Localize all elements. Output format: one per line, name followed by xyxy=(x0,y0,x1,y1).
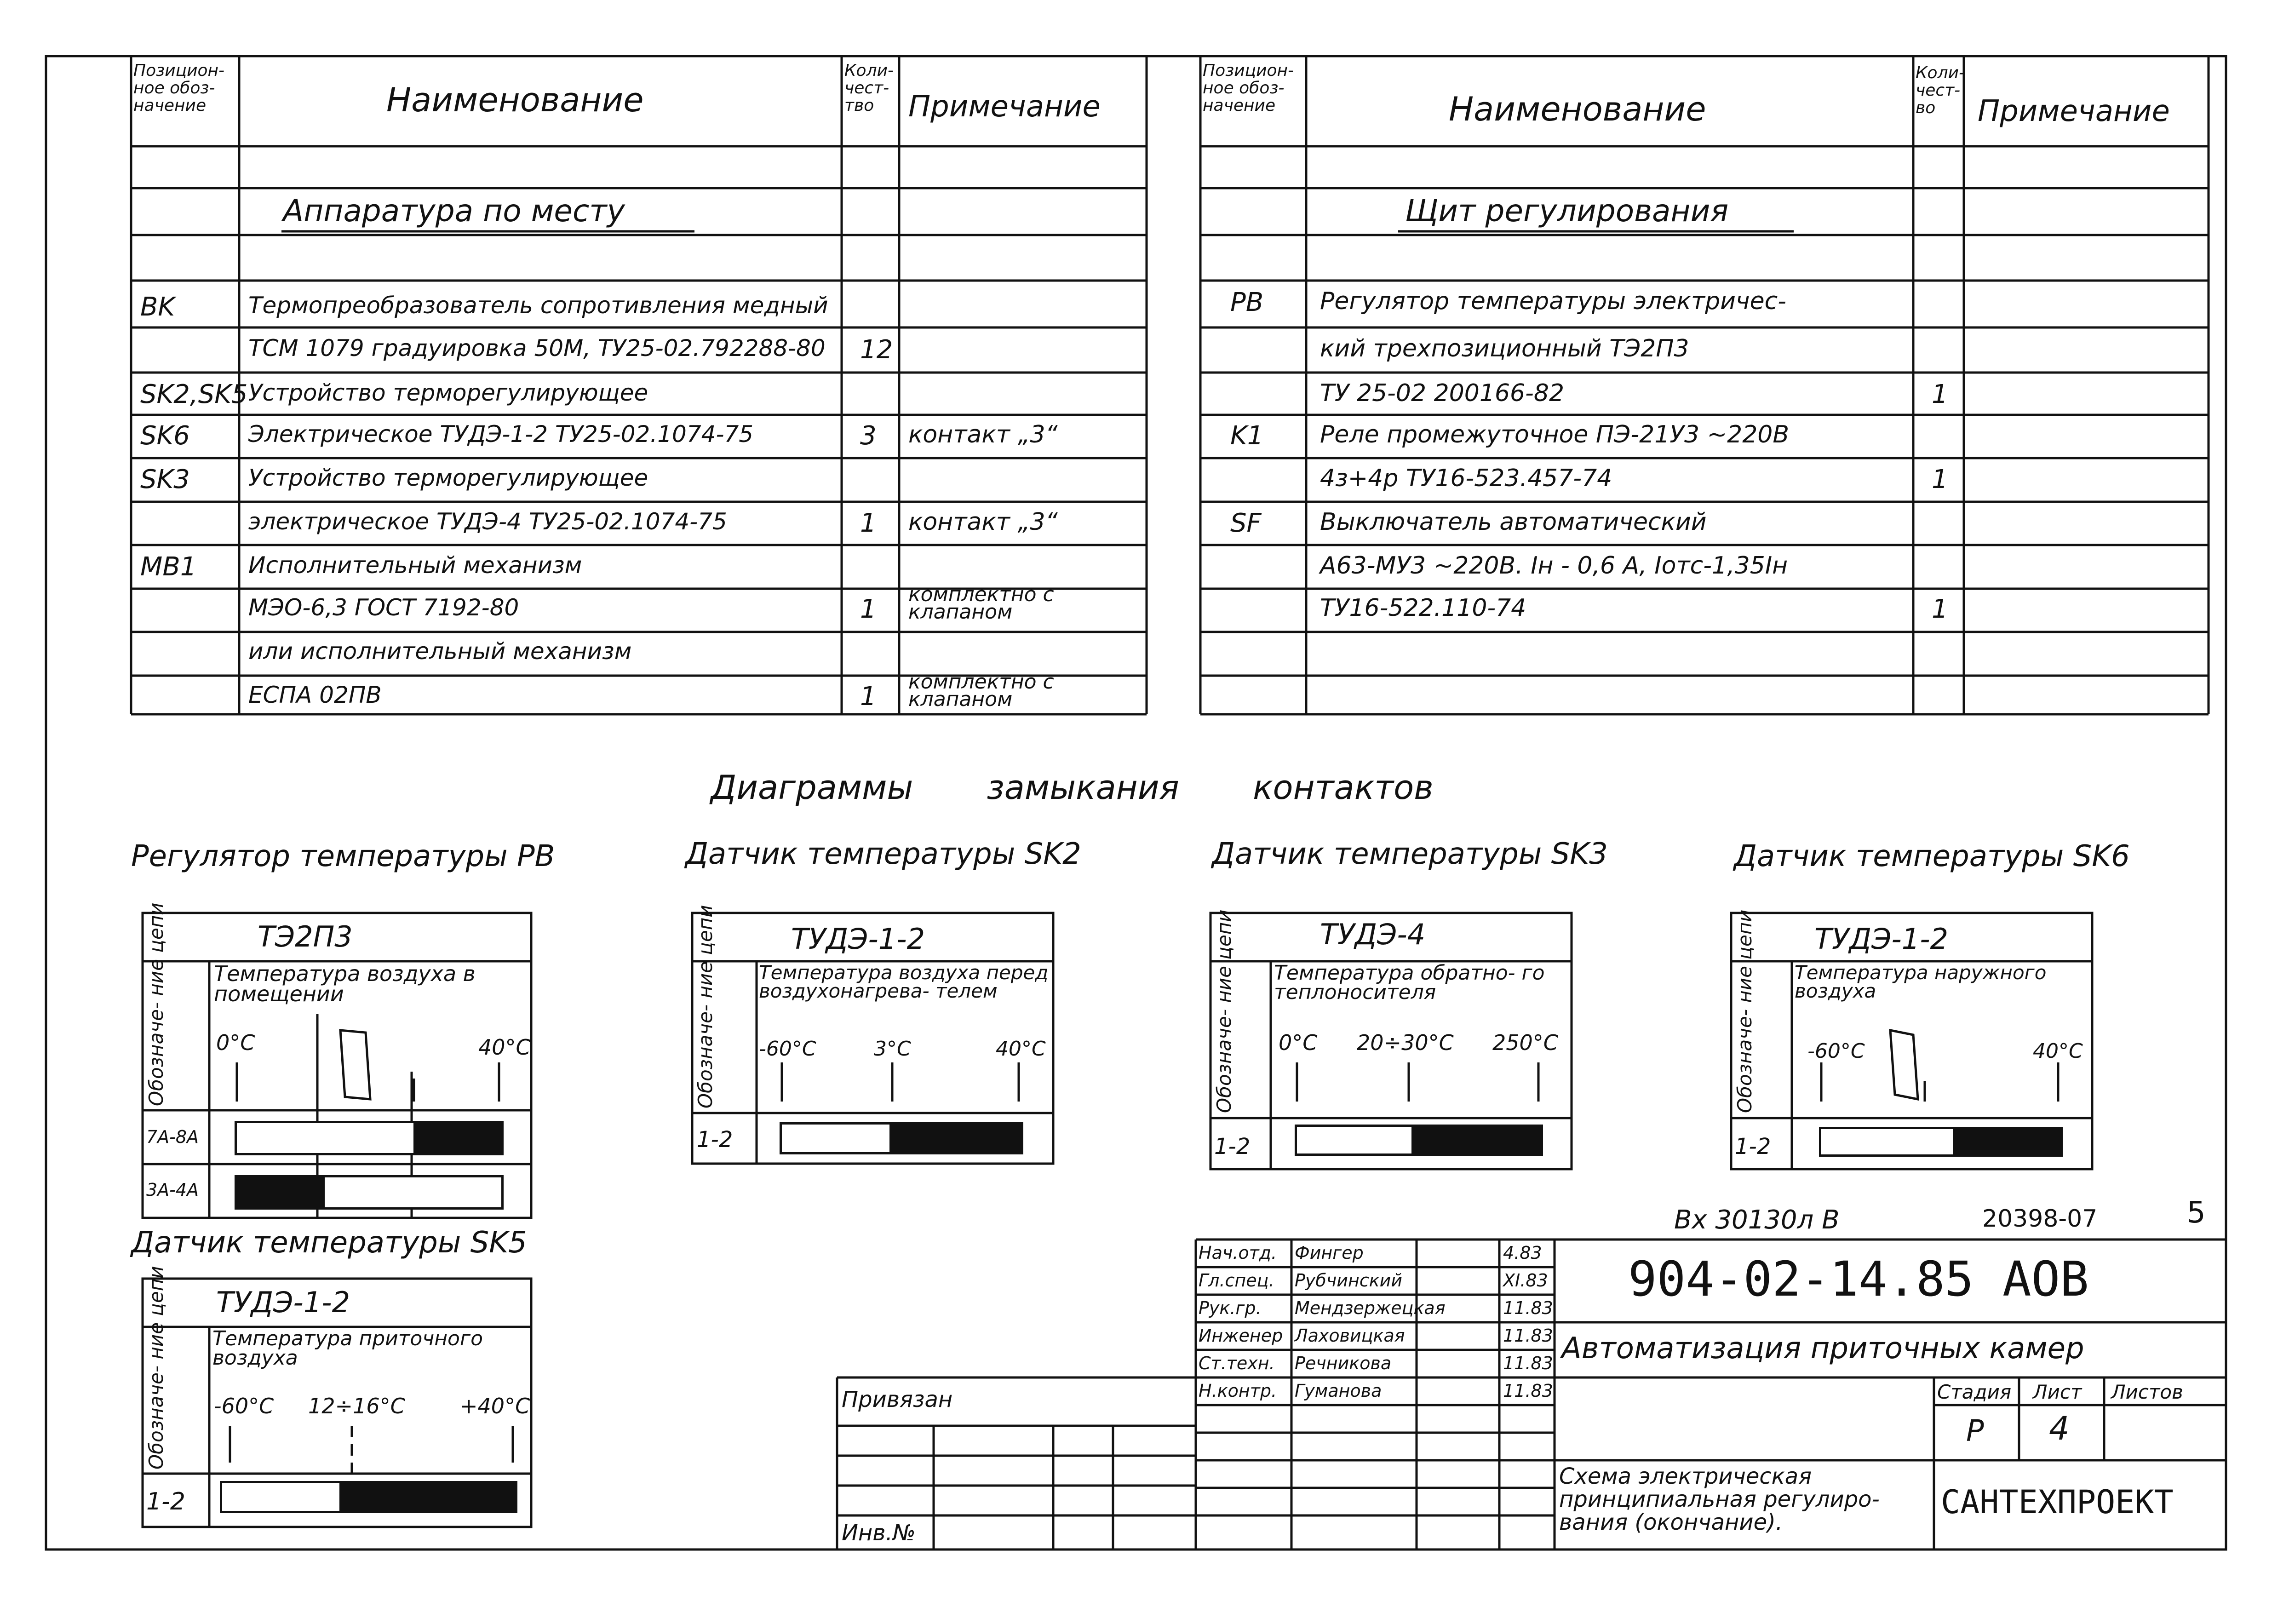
right-row-name-7: ТУ16-522.110-74 xyxy=(1320,594,1526,622)
diagram-sk5-tick-2: +40°C xyxy=(460,1394,530,1418)
diagram-pb-tick-1: 40°C xyxy=(478,1035,531,1060)
left-row-name-1: ТСМ 1079 градуировка 50М, ТУ25-02.792288-80 xyxy=(248,335,826,362)
inventory-note: Вх 30130л В xyxy=(1674,1205,1840,1235)
diagram-sk5-device: ТУДЭ-1-2 xyxy=(216,1285,350,1319)
sheet-label: Лист xyxy=(2033,1381,2082,1403)
diagram-caption-sk2: Датчик температуры SK2 xyxy=(685,837,1081,871)
diagram-sk2-bar xyxy=(780,1122,1023,1154)
left-section-title: Аппаратура по месту xyxy=(283,193,625,229)
diagram-sk3-bar xyxy=(1295,1125,1543,1156)
left-row-pos-0: BK xyxy=(140,292,175,322)
diagram-sk2-circuit-label: Обозначе- ние цепи xyxy=(694,905,717,1108)
right-row-qty-2: 1 xyxy=(1932,379,1948,409)
signer-role-0: Нач.отд. xyxy=(1199,1243,1277,1263)
diagram-sk6-row-label: 1-2 xyxy=(1735,1134,1771,1159)
left-row-name-4: Устройство терморегулирующее xyxy=(248,465,648,491)
diagram-sk2-tick-1: 3°C xyxy=(874,1037,911,1061)
left-row-note-3: контакт „3“ xyxy=(908,421,1058,448)
right-row-pos-3: K1 xyxy=(1230,421,1264,451)
left-row-qty-1: 12 xyxy=(860,335,893,365)
signer-name-2: Мендзержецкая xyxy=(1295,1298,1446,1318)
left-row-note-7: комплектно с клапаном xyxy=(908,583,1054,624)
diagram-sk5-param: Температура приточного воздуха xyxy=(212,1327,483,1370)
diagram-sk6-tick-1: 40°C xyxy=(2033,1039,2083,1063)
right-row-name-4: 4з+4р ТУ16-523.457-74 xyxy=(1320,465,1612,492)
left-row-qty-3: 3 xyxy=(860,421,877,451)
diagram-sk3-circuit-label: Обозначе- ние цепи xyxy=(1213,909,1235,1113)
signer-date-3: 11.83 xyxy=(1503,1326,1553,1346)
diagram-sk2-tick-2: 40°C xyxy=(996,1037,1046,1061)
diagram-pb-row-label-0: 7А-8А xyxy=(146,1127,199,1147)
document-code: 904-02-14.85 АОВ xyxy=(1628,1251,2089,1307)
left-row-pos-2: SK2,SK5 xyxy=(140,379,248,409)
right-section-title: Щит регулирования xyxy=(1405,193,1729,229)
sheet-title: Схема электрическая принципиальная регулиро- вания (окончание). xyxy=(1559,1463,1880,1535)
diagram-sk2-bar-fill xyxy=(889,1125,1021,1152)
diagram-pb-bar-1-fill xyxy=(237,1177,325,1207)
diagram-pb-device: ТЭ2П3 xyxy=(258,920,353,953)
signer-date-4: 11.83 xyxy=(1503,1353,1553,1373)
signer-name-4: Речникова xyxy=(1295,1353,1392,1373)
sheet-value: 4 xyxy=(2049,1410,2070,1447)
diagram-caption-sk6: Датчик температуры SK6 xyxy=(1734,839,2130,873)
diagram-pb-row-label-1: 3А-4А xyxy=(146,1180,199,1200)
right-header-qty: Коли- чест- во xyxy=(1916,63,1965,117)
diagrams-title: Диаграммы замыкания контактов xyxy=(711,768,1434,807)
left-row-name-5: электрическое ТУДЭ-4 ТУ25-02.1074-75 xyxy=(248,508,727,535)
left-row-pos-3: SK6 xyxy=(140,421,190,451)
right-header-pos: Позицион- ное обоз- начение xyxy=(1203,61,1294,115)
signer-name-0: Фингер xyxy=(1295,1243,1364,1263)
signer-role-4: Ст.техн. xyxy=(1199,1353,1275,1373)
diagram-caption-sk3: Датчик температуры SK3 xyxy=(1212,837,1608,871)
right-row-name-2: ТУ 25-02 200166-82 xyxy=(1320,379,1565,407)
signer-name-5: Гуманова xyxy=(1295,1381,1382,1401)
left-row-name-7: МЭО-6,3 ГОСТ 7192-80 xyxy=(248,594,519,621)
copy-number: 20398-07 xyxy=(1982,1205,2098,1233)
diagram-pb-bar-1 xyxy=(235,1175,504,1210)
signer-role-3: Инженер xyxy=(1199,1326,1283,1346)
signer-date-2: 11.83 xyxy=(1503,1298,1553,1318)
left-row-qty-9: 1 xyxy=(860,682,877,712)
diagram-sk5-circuit-label: Обозначе- ние цепи xyxy=(145,1266,167,1469)
diagram-sk3-tick-1: 20÷30°C xyxy=(1357,1030,1454,1055)
right-header-name: Наименование xyxy=(1449,90,1706,128)
left-row-name-3: Электрическое ТУДЭ-1-2 ТУ25-02.1074-75 xyxy=(248,421,754,448)
signer-name-1: Рубчинский xyxy=(1295,1270,1403,1291)
stage-value: Р xyxy=(1966,1414,1984,1448)
signer-date-1: XI.83 xyxy=(1503,1270,1548,1291)
diagram-pb-tick-0: 0°C xyxy=(216,1030,255,1055)
signer-role-1: Гл.спец. xyxy=(1199,1270,1274,1291)
diagram-sk6-tick-0: -60°C xyxy=(1807,1039,1865,1063)
diagram-sk6-circuit-label: Обозначе- ние цепи xyxy=(1733,909,1756,1113)
diagram-sk3-tick-0: 0°C xyxy=(1279,1030,1318,1055)
diagram-pb-bar-0 xyxy=(235,1121,504,1155)
right-row-name-6: А63-МУ3 ~220В. Iн - 0,6 А, Iотс-1,35Iн xyxy=(1320,552,1788,580)
left-row-note-9: комплектно с клапаном xyxy=(908,670,1054,711)
left-header-note: Примечание xyxy=(908,90,1101,124)
diagram-sk5-bar xyxy=(220,1481,517,1513)
left-row-name-9: ЕСПА 02ПВ xyxy=(248,682,382,708)
left-row-note-5: контакт „3“ xyxy=(908,508,1058,536)
diagram-sk2-param: Температура воздуха перед воздухонагрева- телем xyxy=(759,961,1049,1002)
diagram-sk6-device: ТУДЭ-1-2 xyxy=(1814,922,1949,956)
right-row-name-0: Регулятор температуры электричес- xyxy=(1320,287,1786,315)
page-number: 5 xyxy=(2187,1196,2206,1230)
inventory-number-label: Инв.№ xyxy=(842,1520,916,1546)
diagram-sk6-bar-fill xyxy=(1953,1129,2060,1154)
stage-label: Стадия xyxy=(1937,1381,2012,1403)
signer-date-0: 4.83 xyxy=(1503,1243,1542,1263)
left-row-pos-6: MB1 xyxy=(140,552,197,582)
diagram-sk3-param: Температура обратно- го теплоносителя xyxy=(1274,961,1545,1004)
diagram-pb-param: Температура воздуха в помещении xyxy=(214,961,476,1006)
sheets-label: Листов xyxy=(2111,1381,2183,1403)
diagram-sk3-device: ТУДЭ-4 xyxy=(1320,918,1426,951)
diagram-sk2-row-label: 1-2 xyxy=(697,1127,733,1153)
right-row-name-3: Реле промежуточное ПЭ-21У3 ~220В xyxy=(1320,421,1790,448)
right-row-pos-5: SF xyxy=(1230,508,1262,538)
diagram-pb-circuit-label: Обозначе- ние цепи xyxy=(145,902,167,1106)
diagram-sk6-param: Температура наружного воздуха xyxy=(1795,961,2047,1002)
right-row-pos-0: PB xyxy=(1230,287,1264,317)
right-row-qty-7: 1 xyxy=(1932,594,1948,624)
left-row-name-2: Устройство терморегулирующее xyxy=(248,379,648,406)
diagram-sk3-row-label: 1-2 xyxy=(1214,1134,1251,1159)
left-row-name-0: Термопреобразователь сопротивления медный xyxy=(248,292,828,319)
left-header-qty: Коли- чест- тво xyxy=(844,61,894,115)
privyazan-label: Привязан xyxy=(842,1387,953,1412)
left-row-pos-4: SK3 xyxy=(140,465,190,494)
diagram-sk2-tick-0: -60°C xyxy=(759,1037,816,1061)
right-header-note: Примечание xyxy=(1978,94,2170,128)
organization-name: САНТЕХПРОЕКТ xyxy=(1941,1483,2174,1521)
left-header-pos: Позицион- ное обоз- начение xyxy=(133,61,225,115)
diagram-sk5-row-label: 1-2 xyxy=(146,1488,185,1515)
signer-role-5: Н.контр. xyxy=(1199,1381,1277,1401)
signer-name-3: Лаховицкая xyxy=(1295,1326,1405,1346)
diagram-sk6-bar xyxy=(1819,1127,2063,1157)
diagram-caption-pb: Регулятор температуры PB xyxy=(131,839,555,873)
diagram-caption-sk5: Датчик температуры SK5 xyxy=(131,1226,527,1260)
diagram-sk5-bar-fill xyxy=(339,1483,515,1511)
diagram-sk5-tick-0: -60°C xyxy=(214,1394,274,1418)
left-header-name: Наименование xyxy=(386,80,644,119)
project-title: Автоматизация приточных камер xyxy=(1561,1331,2084,1366)
left-row-name-8: или исполнительный механизм xyxy=(248,638,632,665)
left-row-qty-7: 1 xyxy=(860,594,877,624)
diagram-sk3-tick-2: 250°C xyxy=(1492,1030,1558,1055)
signer-role-2: Рук.гр. xyxy=(1199,1298,1262,1318)
right-row-name-5: Выключатель автоматический xyxy=(1320,508,1707,536)
diagram-sk5-tick-1: 12÷16°C xyxy=(308,1394,405,1418)
left-row-name-6: Исполнительный механизм xyxy=(248,552,582,579)
left-row-qty-5: 1 xyxy=(860,508,877,538)
right-row-name-1: кий трехпозиционный ТЭ2П3 xyxy=(1320,335,1689,362)
right-row-qty-4: 1 xyxy=(1932,465,1948,494)
diagram-sk3-bar-fill xyxy=(1411,1127,1541,1153)
signer-date-5: 11.83 xyxy=(1503,1381,1553,1401)
diagram-sk2-device: ТУДЭ-1-2 xyxy=(791,922,925,956)
diagram-pb-bar-0-fill xyxy=(413,1123,501,1153)
